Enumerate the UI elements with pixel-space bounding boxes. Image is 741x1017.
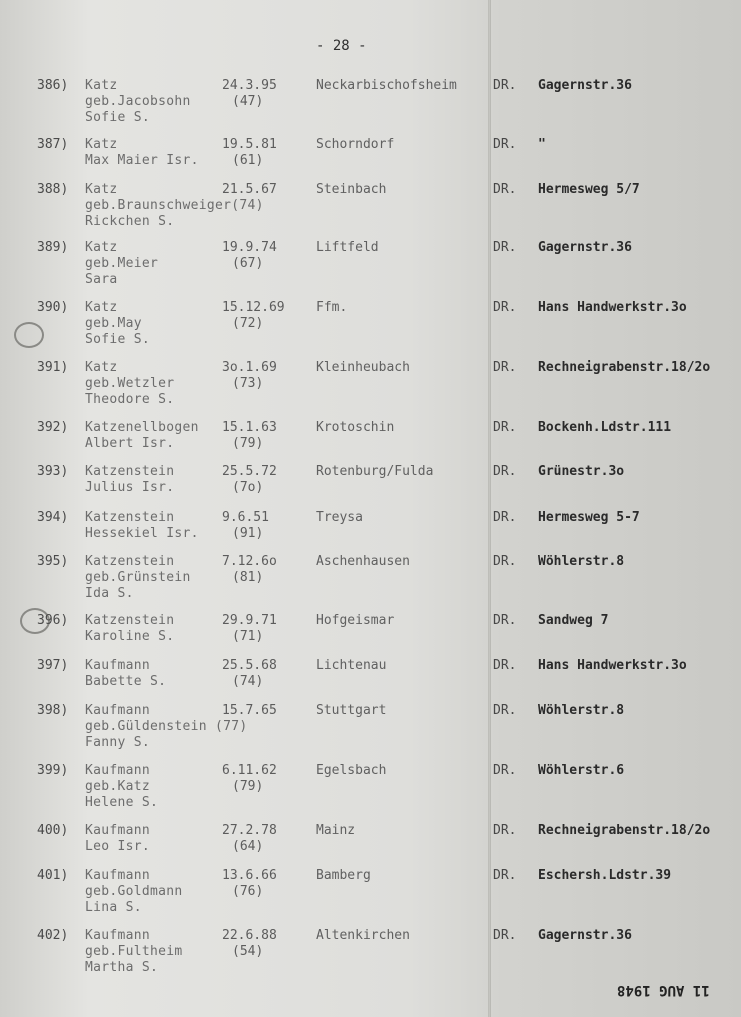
birth-info <box>222 240 277 272</box>
entry-number: 400) <box>37 823 69 838</box>
office-code: DR. <box>493 868 517 883</box>
birth-date: 19.9.74 <box>222 240 277 255</box>
birth-date: 6.11.62 <box>222 763 277 778</box>
name-line: Fanny S. <box>85 735 151 750</box>
birth-place: Neckarbischofsheim <box>316 78 457 93</box>
person-name <box>85 868 183 916</box>
name-line: geb.Wetzler <box>85 376 175 391</box>
address: Hans Handwerkstr.3o <box>538 658 687 673</box>
birth-date: 29.9.71 <box>222 613 277 628</box>
age: (91) <box>232 526 264 541</box>
age: (61) <box>232 153 264 168</box>
office-code: DR. <box>493 420 517 435</box>
office-code: DR. <box>493 360 517 375</box>
name-line: Katzenstein <box>85 510 175 525</box>
name-line: Sofie S. <box>85 332 151 347</box>
name-line: Katz <box>85 78 118 93</box>
age: (79) <box>232 436 264 451</box>
name-line: Kaufmann <box>85 703 151 718</box>
address: Hans Handwerkstr.3o <box>538 300 687 315</box>
name-line: geb.Grünstein <box>85 570 191 585</box>
birth-info <box>222 510 269 542</box>
birth-info <box>222 360 277 392</box>
name-line: Rickchen S. <box>85 214 175 229</box>
birth-place: Schorndorf <box>316 137 395 152</box>
birth-place: Ffm. <box>316 300 348 315</box>
birth-info <box>222 182 277 214</box>
address: Sandweg 7 <box>538 613 609 628</box>
birth-place: Altenkirchen <box>316 928 410 943</box>
birth-place: Lichtenau <box>316 658 387 673</box>
birth-info <box>222 823 277 855</box>
birth-place: Stuttgart <box>316 703 387 718</box>
age: (74) <box>232 674 264 689</box>
office-code: DR. <box>493 510 517 525</box>
name-line: geb.Meier <box>85 256 159 271</box>
office-code: DR. <box>493 182 517 197</box>
birth-date: 9.6.51 <box>222 510 269 525</box>
office-code: DR. <box>493 554 517 569</box>
address: Rechneigrabenstr.18/2o <box>538 823 711 838</box>
page-number: - 28 - <box>316 38 367 54</box>
person-name <box>85 464 174 496</box>
name-line: Sara <box>85 272 118 287</box>
age: (72) <box>232 316 264 331</box>
birth-place: Krotoschin <box>316 420 395 435</box>
birth-info <box>222 137 277 169</box>
address: Rechneigrabenstr.18/2o <box>538 360 711 375</box>
office-code: DR. <box>493 928 517 943</box>
entry-number: 399) <box>37 763 69 778</box>
name-line: geb.Katz <box>85 779 151 794</box>
birth-info <box>222 554 277 586</box>
name-line: Kaufmann <box>85 868 151 883</box>
name-line: Kaufmann <box>85 658 151 673</box>
age: (73) <box>232 376 264 391</box>
age <box>222 198 277 214</box>
name-line: geb.Fultheim <box>85 944 183 959</box>
person-name <box>85 554 191 602</box>
name-line: Katz <box>85 300 118 315</box>
office-code: DR. <box>493 763 517 778</box>
office-code: DR. <box>493 823 517 838</box>
birth-date: 19.5.81 <box>222 137 277 152</box>
birth-date: 21.5.67 <box>222 182 277 197</box>
name-line: geb.May <box>85 316 142 331</box>
person-name <box>85 613 174 645</box>
person-name <box>85 240 158 288</box>
birth-date: 22.6.88 <box>222 928 277 943</box>
birth-date: 3o.1.69 <box>222 360 277 375</box>
age: (71) <box>232 629 264 644</box>
birth-place: Treysa <box>316 510 363 525</box>
address: Hermesweg 5-7 <box>538 510 640 525</box>
page-fold <box>488 0 491 1017</box>
office-code: DR. <box>493 240 517 255</box>
birth-place: Steinbach <box>316 182 387 197</box>
name-line: Albert Isr. <box>85 436 175 451</box>
age: (7o) <box>232 480 264 495</box>
office-code: DR. <box>493 78 517 93</box>
name-line: Katzenstein <box>85 613 175 628</box>
birth-place: Aschenhausen <box>316 554 410 569</box>
name-line: Martha S. <box>85 960 159 975</box>
address: Eschersh.Ldstr.39 <box>538 868 672 883</box>
entry-number: 388) <box>37 182 69 197</box>
name-line: Ida S. <box>85 586 134 601</box>
person-name <box>85 360 174 408</box>
age: (79) <box>232 779 264 794</box>
name-line: Katz <box>85 360 118 375</box>
name-line: Julius Isr. <box>85 480 175 495</box>
age: (47) <box>232 94 264 109</box>
person-name <box>85 658 166 690</box>
birth-info <box>222 763 277 795</box>
office-code: DR. <box>493 658 517 673</box>
birth-info <box>222 613 277 645</box>
date-stamp: 11 AUG 1948 <box>617 982 710 998</box>
name-line: Kaufmann <box>85 763 151 778</box>
birth-date: 25.5.72 <box>222 464 277 479</box>
address: Wöhlerstr.6 <box>538 763 625 778</box>
name-line: Theodore S. <box>85 392 175 407</box>
entry-number: 392) <box>37 420 69 435</box>
age: (64) <box>232 839 264 854</box>
name-line: Karoline S. <box>85 629 175 644</box>
birth-date: 15.7.65 <box>222 703 277 718</box>
address: Wöhlerstr.8 <box>538 703 625 718</box>
birth-info <box>222 928 277 960</box>
age: (76) <box>232 884 264 899</box>
name-line: Kaufmann <box>85 823 151 838</box>
birth-place: Bamberg <box>316 868 371 883</box>
name-line: Hessekiel Isr. <box>85 526 199 541</box>
person-name <box>85 510 199 542</box>
office-code: DR. <box>493 703 517 718</box>
office-code: DR. <box>493 613 517 628</box>
name-line: Kaufmann <box>85 928 151 943</box>
entry-number: 395) <box>37 554 69 569</box>
entry-number: 401) <box>37 868 69 883</box>
entry-number: 397) <box>37 658 69 673</box>
name-line: Katzenellbogen <box>85 420 199 435</box>
name-line: Lina S. <box>85 900 142 915</box>
office-code: DR. <box>493 137 517 152</box>
name-line: Max Maier Isr. <box>85 153 199 168</box>
entry-number: 389) <box>37 240 69 255</box>
age <box>222 719 277 735</box>
entry-number: 387) <box>37 137 69 152</box>
office-code: DR. <box>493 300 517 315</box>
entry-number: 386) <box>37 78 69 93</box>
name-line: geb.Güldenstein (77) <box>85 719 248 734</box>
person-name <box>85 300 150 348</box>
birth-info <box>222 420 277 452</box>
birth-date: 13.6.66 <box>222 868 277 883</box>
entry-number: 390) <box>37 300 69 315</box>
birth-place: Liftfeld <box>316 240 379 255</box>
address: Gagernstr.36 <box>538 928 632 943</box>
age: (54) <box>232 944 264 959</box>
address: " <box>538 137 546 152</box>
birth-place: Hofgeismar <box>316 613 395 628</box>
name-line: geb.Jacobsohn <box>85 94 191 109</box>
address: Grünestr.3o <box>538 464 625 479</box>
age: (67) <box>232 256 264 271</box>
name-line: Sofie S. <box>85 110 151 125</box>
birth-info <box>222 300 285 332</box>
birth-date: 27.2.78 <box>222 823 277 838</box>
birth-place: Kleinheubach <box>316 360 410 375</box>
age: (81) <box>232 570 264 585</box>
birth-place: Rotenburg/Fulda <box>316 464 434 479</box>
birth-info <box>222 703 277 735</box>
address: Gagernstr.36 <box>538 78 632 93</box>
entry-number: 396) <box>37 613 69 628</box>
address: Wöhlerstr.8 <box>538 554 625 569</box>
birth-date: 25.5.68 <box>222 658 277 673</box>
entry-number: 391) <box>37 360 69 375</box>
person-name <box>85 137 199 169</box>
person-name <box>85 420 199 452</box>
name-line: geb.Braunschweiger(74) <box>85 198 264 213</box>
entry-number: 402) <box>37 928 69 943</box>
address: Bockenh.Ldstr.111 <box>538 420 672 435</box>
birth-info <box>222 464 277 496</box>
name-line: Katzenstein <box>85 464 175 479</box>
office-code: DR. <box>493 464 517 479</box>
name-line: Katz <box>85 137 118 152</box>
name-line: Helene S. <box>85 795 159 810</box>
entry-number: 394) <box>37 510 69 525</box>
birth-info <box>222 658 277 690</box>
birth-place: Egelsbach <box>316 763 387 778</box>
address: Gagernstr.36 <box>538 240 632 255</box>
person-name <box>85 928 183 976</box>
name-line: Katz <box>85 182 118 197</box>
name-line: Babette S. <box>85 674 167 689</box>
birth-info <box>222 868 277 900</box>
address: Hermesweg 5/7 <box>538 182 640 197</box>
person-name <box>85 823 150 855</box>
name-line: Katz <box>85 240 118 255</box>
birth-info <box>222 78 277 110</box>
entry-number: 393) <box>37 464 69 479</box>
person-name <box>85 763 158 811</box>
birth-date: 24.3.95 <box>222 78 277 93</box>
name-line: Katzenstein <box>85 554 175 569</box>
name-line: Leo Isr. <box>85 839 151 854</box>
name-line: geb.Goldmann <box>85 884 183 899</box>
birth-date: 7.12.6o <box>222 554 277 569</box>
person-name <box>85 78 191 126</box>
entry-number: 398) <box>37 703 69 718</box>
ink-blot <box>14 322 44 348</box>
birth-place: Mainz <box>316 823 356 838</box>
birth-date: 15.12.69 <box>222 300 285 315</box>
birth-date: 15.1.63 <box>222 420 277 435</box>
